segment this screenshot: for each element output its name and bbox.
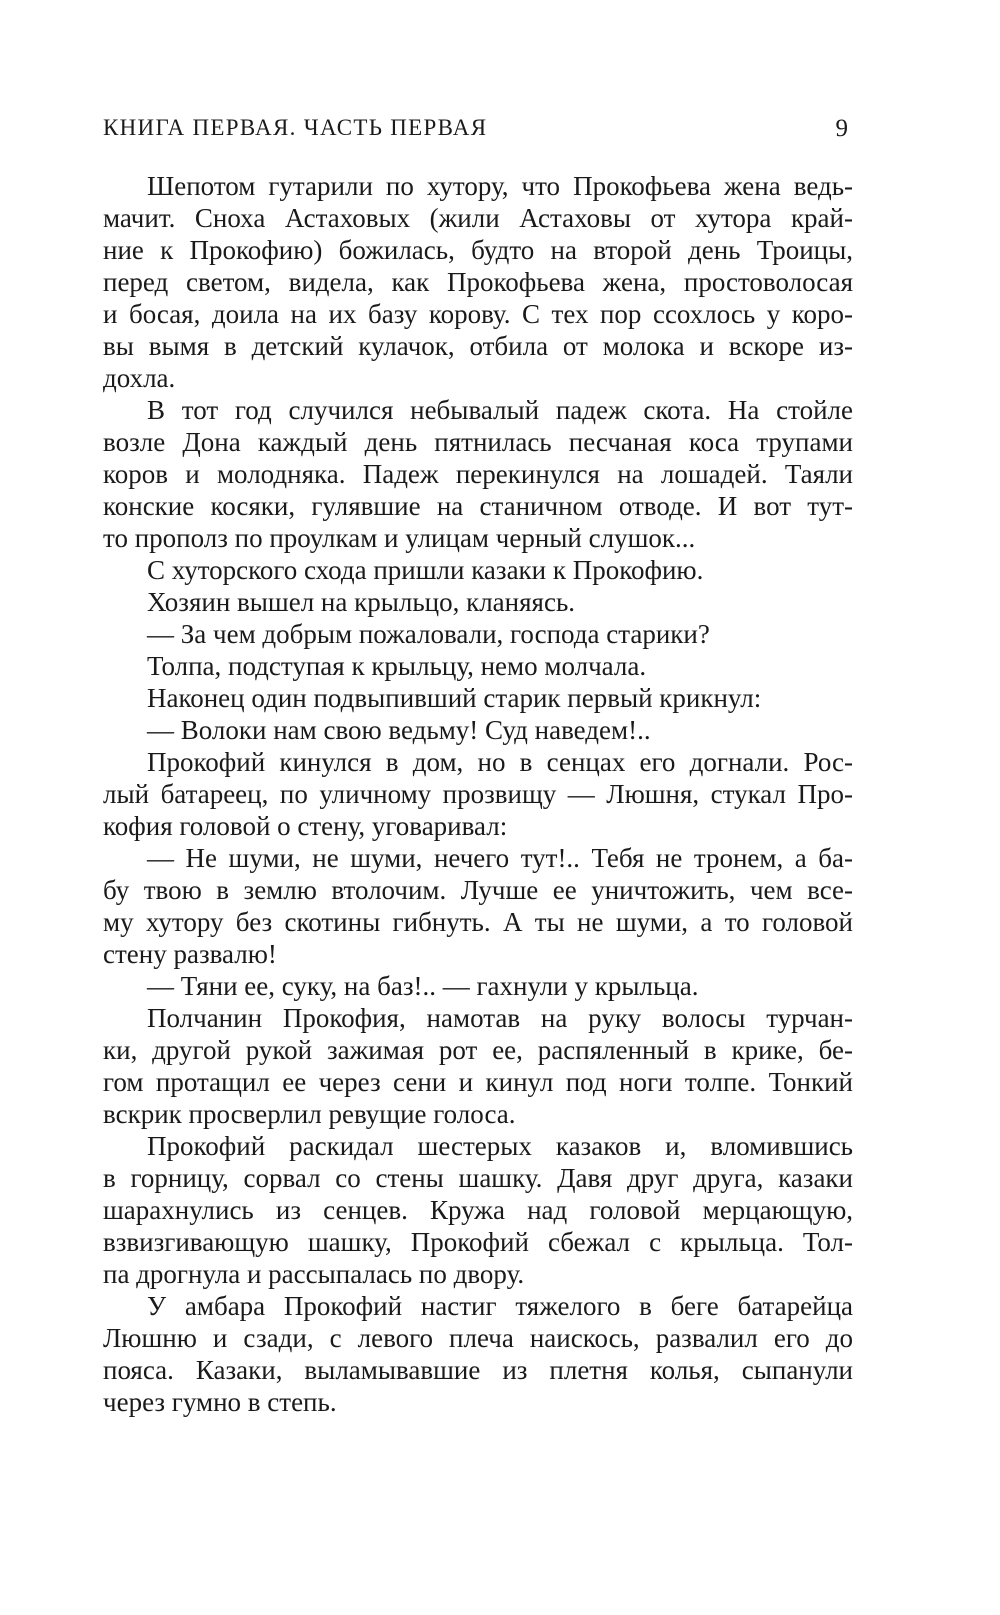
text-line: — За чем добрым пожаловали, господа старики?	[147, 619, 710, 649]
text-line: Полчанин Прокофия, намотав на руку волосы турчан-	[147, 1003, 853, 1033]
text-line: в горницу, сорвал со стены шашку. Давя друг друга, казаки	[103, 1163, 853, 1193]
page-number: 9	[835, 115, 848, 142]
text-line: взвизгивающую шашку, Прокофий сбежал с крыльца. Тол-	[103, 1227, 853, 1257]
text-line: то прополз по проулкам и улицам черный слушок...	[103, 523, 696, 553]
text-line: мачит. Сноха Астаховых (жили Астаховы от хутора край-	[103, 203, 853, 233]
text-line: бу твою в землю втолочим. Лучше ее уничтожить, чем все-	[103, 875, 853, 905]
text-line: ние к Прокофию) божилась, будто на второй день Троицы,	[103, 235, 853, 265]
text-line: пояса. Казаки, выламывавшие из плетня колья, сыпанули	[103, 1355, 853, 1385]
text-line: перед светом, видела, как Прокофьева жена, простоволосая	[103, 267, 853, 297]
text-line: Хозяин вышел на крыльцо, кланяясь.	[147, 587, 576, 617]
running-header	[103, 115, 848, 147]
text-line: Прокофий кинулся в дом, но в сенцах его догнали. Рос-	[147, 747, 853, 777]
text-line: — Не шуми, не шуми, нечего тут!.. Тебя не тронем, а ба-	[147, 843, 853, 873]
running-title: КНИГА ПЕРВАЯ. ЧАСТЬ ПЕРВАЯ	[103, 115, 488, 140]
text-line: стену развалю!	[103, 939, 277, 969]
text-line: возле Дона каждый день пятнилась песчаная коса трупами	[103, 427, 853, 457]
body-text	[103, 170, 853, 1418]
text-line: У амбара Прокофий настиг тяжелого в беге батарейца	[147, 1291, 853, 1321]
text-line: дохла.	[103, 363, 176, 393]
text-line: ки, другой рукой зажимая рот ее, распяленный в крике, бе-	[103, 1035, 853, 1065]
text-line: Наконец один подвыпивший старик первый крикнул:	[147, 683, 762, 713]
text-line: Шепотом гутарили по хутору, что Прокофьева жена ведь-	[147, 171, 853, 201]
text-line: Люшню и сзади, с левого плеча наискось, развалил его до	[103, 1323, 853, 1353]
text-line: С хуторского схода пришли казаки к Прокофию.	[147, 555, 704, 585]
text-line: вы вымя в детский кулачок, отбила от молока и вскоре из-	[103, 331, 853, 361]
text-line: — Волоки нам свою ведьму! Суд наведем!..	[147, 715, 651, 745]
text-line: и босая, доила на их базу корову. С тех пор ссохлось у коро-	[103, 299, 853, 329]
text-line: Толпа, подступая к крыльцу, немо молчала.	[147, 651, 647, 681]
text-line: гом протащил ее через сени и кинул под ноги толпе. Тонкий	[103, 1067, 853, 1097]
text-line: па дрогнула и рассыпалась по двору.	[103, 1259, 525, 1289]
text-line: через гумно в степь.	[103, 1387, 337, 1417]
text-line: Прокофий раскидал шестерых казаков и, вломившись	[147, 1131, 853, 1161]
text-line: му хутору без скотины гибнуть. А ты не шуми, а то головой	[103, 907, 853, 937]
text-line: вскрик просверлил ревущие голоса.	[103, 1099, 516, 1129]
text-line: шарахнулись из сенцев. Кружа над головой мерцающую,	[103, 1195, 853, 1225]
text-line: коров и молодняка. Падеж перекинулся на лошадей. Таяли	[103, 459, 853, 489]
text-line: кофия головой о стену, уговаривал:	[103, 811, 508, 841]
text-line: В тот год случился небывалый падеж скота. На стойле	[147, 395, 853, 425]
text-line: конские косяки, гулявшие на станичном отводе. И вот тут-	[103, 491, 853, 521]
text-line: — Тяни ее, суку, на баз!.. — гахнули у крыльца.	[147, 971, 699, 1001]
text-line: лый батареец, по уличному прозвищу — Люшня, стукал Про-	[103, 779, 853, 809]
